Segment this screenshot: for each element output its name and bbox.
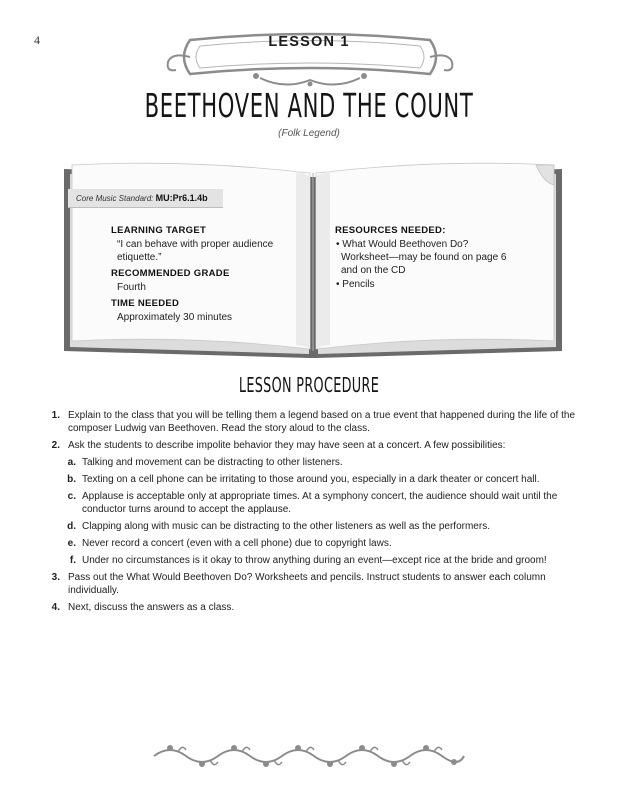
procedure-step	[36, 409, 576, 435]
step-number: 4.	[51, 602, 60, 613]
substep-letter: e.	[67, 538, 76, 549]
standard-prefix: Core Music Standard:	[76, 194, 154, 203]
time-needed-text: Approximately 30 minutes	[117, 312, 233, 323]
card-right-column	[335, 221, 515, 291]
page-subtitle: (Folk Legend)	[278, 128, 340, 139]
recommended-grade-heading: RECOMMENDED GRADE	[111, 268, 230, 279]
substep-letter: b.	[67, 474, 76, 485]
procedure-substep	[36, 456, 576, 469]
resource-item-text: Pencils	[342, 279, 375, 290]
procedure-substep	[36, 537, 576, 550]
substep-text: Applause is acceptable only at appropriate times. At a symphony concert, the audience should wait until the conductor turns around to accept the applause.	[82, 491, 558, 515]
substep-letter: d.	[67, 521, 76, 532]
substep-text: Under no circumstances is it okay to throw anything during an event—except rice at the bride and groom!	[82, 555, 547, 566]
resource-item: • What Would Beethoven Do? Worksheet—may be found on page 6 and on the CD	[336, 239, 507, 276]
time-needed-heading: TIME NEEDED	[111, 298, 180, 309]
procedure-step	[36, 601, 576, 614]
resources-heading: RESOURCES NEEDED:	[335, 225, 446, 236]
procedure-substep	[36, 490, 576, 516]
standard-code: MU:Pr6.1.4b	[155, 193, 208, 203]
procedure-substep	[36, 520, 576, 533]
procedure-title: LESSON PROCEDURE	[238, 373, 380, 397]
substep-text: Talking and movement can be distracting to other listeners.	[82, 457, 343, 468]
resource-item: • Pencils	[336, 279, 375, 290]
ornamental-banner-icon	[160, 22, 460, 92]
step-text: Next, discuss the answers as a class.	[68, 602, 235, 613]
recommended-grade-text: Fourth	[117, 282, 146, 293]
learning-target-text: “I can behave with proper audience etiquette.”	[117, 239, 274, 263]
substep-text: Never record a concert (even with a cell phone) due to copyright laws.	[82, 538, 392, 549]
learning-target-heading: LEARNING TARGET	[111, 225, 207, 236]
resource-item-text: What Would Beethoven Do? Worksheet—may be found on page 6 and on the CD	[341, 239, 507, 276]
substep-letter: a.	[67, 457, 76, 468]
step-number: 2.	[51, 440, 60, 451]
step-text: Explain to the class that you will be telling them a legend based on a true event that happened during the life of the composer Ludwig van Beethoven. Read the story aloud to the class.	[68, 410, 576, 434]
substep-letter: f.	[69, 555, 76, 566]
vine-ornament-icon	[150, 738, 468, 770]
step-number: 1.	[51, 410, 60, 421]
substep-text: Texting on a cell phone can be irritating to those around you, especially in a dark theater or concert hall.	[82, 474, 540, 485]
procedure-substep	[36, 473, 576, 486]
page-number: 4	[34, 33, 40, 47]
procedure-substep	[36, 554, 576, 567]
step-number: 3.	[51, 572, 60, 583]
core-music-standard	[68, 189, 223, 208]
page-title: BEETHOVEN AND THE COUNT	[144, 86, 474, 125]
procedure-step	[36, 571, 576, 597]
step-text: Pass out the What Would Beethoven Do? Worksheets and pencils. Instruct students to answer each column individually.	[68, 572, 546, 596]
substep-letter: c.	[67, 491, 76, 502]
card-left-column	[111, 221, 291, 324]
substep-text: Clapping along with music can be distracting to the other listeners as well as the performers.	[82, 521, 490, 532]
procedure-step	[36, 439, 576, 452]
step-text: Ask the students to describe impolite behavior they may have seen at a concert. A few possibilities:	[68, 440, 506, 451]
procedure-list	[36, 409, 576, 618]
lesson-label: LESSON 1	[268, 34, 350, 50]
